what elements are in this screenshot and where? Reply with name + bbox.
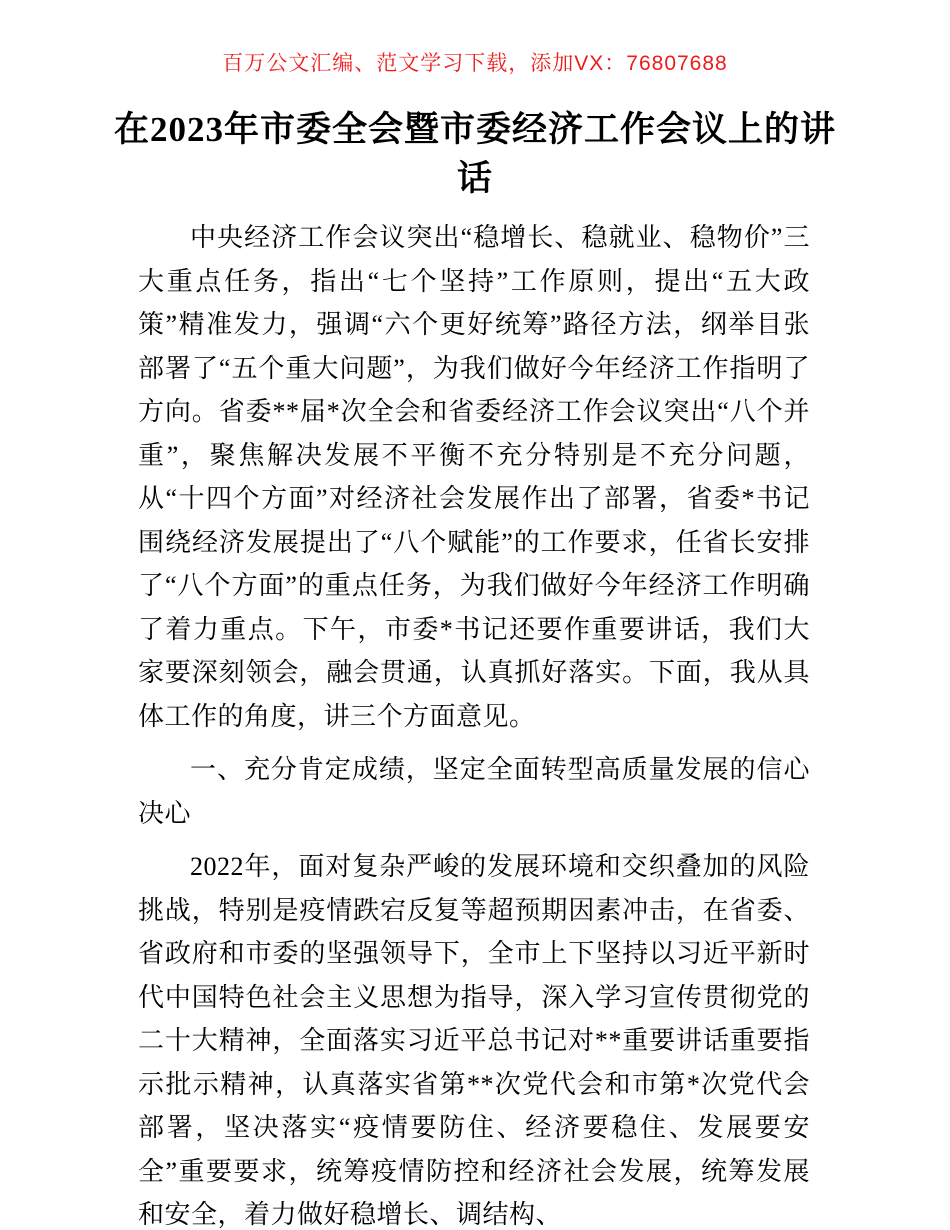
header-notice: 百万公文汇编、范文学习下载，添加VX：76807688 xyxy=(222,52,728,75)
paragraph-section-1: 2022年，面对复杂严峻的发展环境和交织叠加的风险挑战，特别是疫情跌宕反复等超预期因素冲击，在省委、省政府和市委的坚强领导下，全市上下坚持以习近平新时代中国特色社会主义思想为指导，深入学习宣传贯彻党的二十大精神，全面落实习近平总书记对**重要讲话重要指示批示精神，认真落实省第**次党代会和市第*次党代会部署，坚决落实“疫情要防住、经济要稳住、发展要安全”重要要求，统筹疫情防控和经济社会发展，统筹发展和安全，着力做好稳增长、调结构、 xyxy=(138,852,810,1229)
document-body xyxy=(138,216,810,1230)
section-heading-1: 一、充分肯定成绩，坚定全面转型高质量发展的信心决心 xyxy=(138,755,810,828)
document-title: 在2023年市委全会暨市委经济工作会议上的讲话 xyxy=(113,110,836,198)
paragraph-intro: 中央经济工作会议突出“稳增长、稳就业、稳物价”三大重点任务，指出“七个坚持”工作原则，提出“五大政策”精准发力，强调“六个更好统筹”路径方法，纲举目张部署了“五个重大问题”，为我们做好今年经济工作指明了方向。省委**届*次全会和省委经济工作会议突出“八个并重”，聚焦解决发展不平衡不充分特别是不充分问题，从“十四个方面”对经济社会发展作出了部署，省委*书记围绕经济发展提出了“八个赋能”的工作要求，任省长安排了“八个方面”的重点任务，为我们做好今年经济工作明确了着力重点。下午，市委*书记还要作重要讲话，我们大家要深刻领会，融会贯通，认真抓好落实。下面，我从具体工作的角度，讲三个方面意见。 xyxy=(138,223,810,731)
